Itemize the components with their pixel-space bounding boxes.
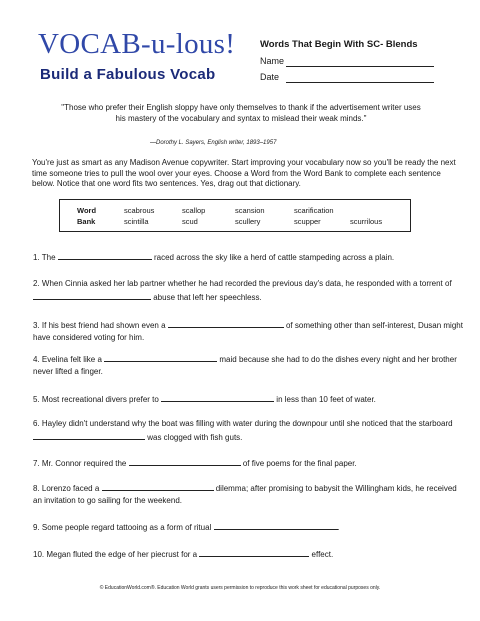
question	[33, 547, 463, 561]
answer-blank[interactable]	[102, 481, 214, 491]
answer-blank[interactable]	[214, 520, 338, 530]
worksheet-title: Words That Begin With SC- Blends	[260, 39, 418, 50]
question	[33, 418, 463, 444]
question-text: 4. Evelina felt like a	[33, 355, 105, 364]
question-text: 2. When Cinnia asked her lab partner whether he had recorded the previous day's data, he responded with a torrent of	[33, 279, 452, 288]
question-text: was clogged with fish guts.	[145, 433, 243, 442]
question-text: 3. If his best friend had shown even a	[33, 321, 168, 330]
word-bank-word: scintilla	[124, 217, 149, 226]
question	[33, 352, 463, 378]
word-bank-word: scupper	[294, 217, 321, 226]
name-field[interactable]	[260, 56, 284, 66]
logo-subtitle: Build a Fabulous Vocab	[40, 66, 216, 83]
question	[33, 520, 463, 534]
quote-attribution: —Dorothy L. Sayers, English writer, 1893–1957	[150, 140, 277, 146]
word-bank-word: scud	[182, 217, 198, 226]
question	[33, 278, 463, 304]
question-text: 6. Hayley didn't understand why the boat was filling with water during the downpour until she noticed that the starboard	[33, 419, 453, 428]
question-text: 8. Lorenzo faced a	[33, 484, 102, 493]
word-bank-word: scullery	[235, 217, 261, 226]
answer-blank[interactable]	[129, 456, 241, 466]
question	[33, 318, 463, 344]
question-text: dilemma; after promising to babysit the Willingham kids, he received an invitation to go sailing for the weekend.	[33, 484, 457, 505]
question-text: maid because she had to do the dishes every night and her brother never lifted a finger.	[33, 355, 457, 376]
logo-title: VOCAB-u-lous!	[38, 28, 236, 60]
question-text: raced across the sky like a herd of cattle stampeding across a plain.	[151, 253, 395, 262]
word-bank-word: scurrilous	[350, 217, 383, 226]
question-text: 7. Mr. Connor required the	[33, 459, 129, 468]
answer-blank[interactable]	[161, 392, 274, 402]
name-line	[286, 66, 434, 67]
date-line	[286, 82, 434, 83]
word-bank-word: scansion	[235, 206, 265, 215]
question	[33, 456, 463, 470]
question-text: abuse that left her speechless.	[151, 293, 262, 302]
question-text: 1. The	[33, 253, 58, 262]
word-bank-label: Bank	[77, 217, 96, 226]
question-text: 9. Some people regard tattooing as a form of ritual	[33, 523, 214, 532]
question-text: 10. Megan fluted the edge of her piecrust for a	[33, 550, 200, 559]
word-bank-word: scallop	[182, 206, 206, 215]
word-bank	[59, 199, 411, 232]
answer-blank[interactable]	[58, 250, 152, 260]
answer-blank[interactable]	[33, 290, 151, 300]
copyright-footer: © EducationWorld.com®. Education World grants users permission to reproduce this work sheet for educational purposes only.	[99, 585, 381, 591]
date-label: Date	[260, 72, 280, 82]
word-bank-word: scarification	[294, 206, 334, 215]
question	[33, 392, 463, 406]
question-text: of five poems for the final paper.	[240, 459, 357, 468]
answer-blank[interactable]	[104, 352, 217, 362]
answer-blank[interactable]	[33, 430, 145, 440]
question-text: effect.	[309, 550, 334, 559]
question-text: of something other than self-interest, Dusan might have considered voting for him.	[33, 321, 463, 342]
word-bank-label: Word	[77, 206, 97, 215]
question	[33, 481, 463, 507]
answer-blank[interactable]	[168, 318, 284, 328]
question-text: 5. Most recreational divers prefer to	[33, 395, 162, 404]
name-label: Name	[260, 56, 285, 66]
question	[33, 250, 463, 264]
quote: "Those who prefer their English sloppy have only themselves to thank if the advertisement writer uses his mastery of the vocabulary and syntax to mislead their weak minds."	[61, 103, 421, 123]
question-text: in less than 10 feet of water.	[274, 395, 376, 404]
instructions: You're just as smart as any Madison Avenue copywriter. Start improving your vocabulary now so you'll be ready the next time someone tries to pull the wool over your eyes. Choose a Word from the Word Bank to complete each sentence below. Notice that one word fits two sentences. Yes, drag out that dictionary.	[32, 158, 456, 188]
question-text: .	[337, 523, 340, 532]
word-bank-word: scabrous	[124, 206, 155, 215]
answer-blank[interactable]	[199, 547, 309, 557]
date-field[interactable]	[260, 72, 279, 82]
